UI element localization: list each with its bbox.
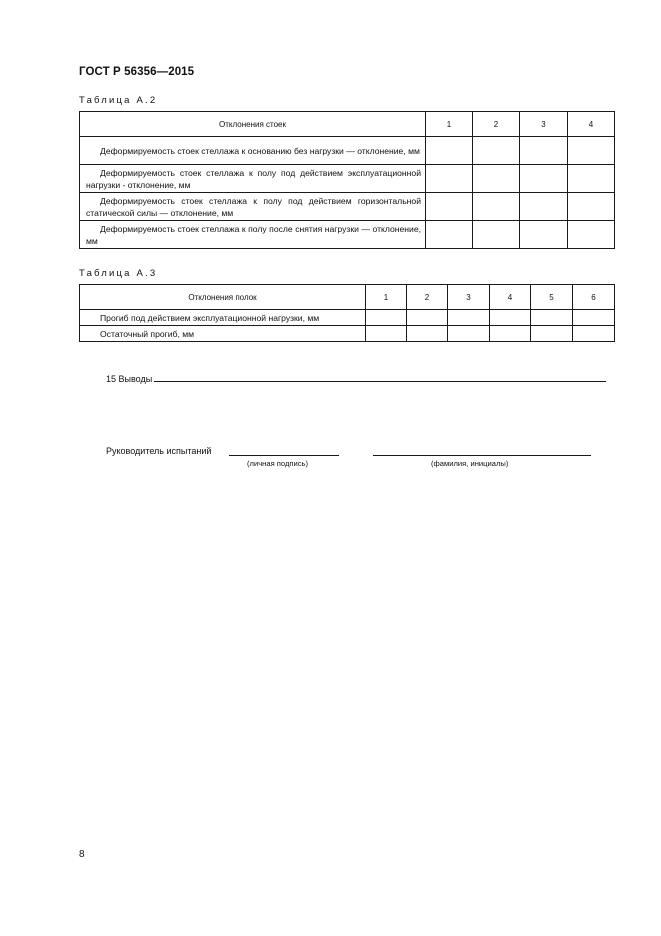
name-blank-line [373,454,591,456]
table-cell [520,165,568,193]
conclusions-section [106,372,606,384]
row-label: Деформируемость стоек стеллажа к полу под действием эксплуатационной нагрузки - отклонение, мм [80,165,426,193]
table-column-header: 2 [407,285,448,310]
table-column-header: 6 [573,285,615,310]
table-a3-caption: Таблица А.3 [79,268,158,279]
row-label: Деформируемость стоек стеллажа к полу после снятия нагрузки — отклонение, мм [80,221,426,249]
signature-blank-line [229,454,339,456]
table-cell [407,310,448,326]
table-cell [520,193,568,221]
table-column-header: 2 [473,112,520,137]
table-cell [473,165,520,193]
table-header-label: Отклонения стоек [80,112,426,137]
table-cell [573,310,615,326]
row-label: Деформируемость стоек стеллажа к полу под действием горизонтальной статической силы — отклонение, мм [80,193,426,221]
table-cell [473,193,520,221]
table-cell [448,326,490,342]
table-cell [520,137,568,165]
table-column-header: 1 [366,285,407,310]
table-header-row [80,285,615,310]
table-cell [531,326,573,342]
table-column-header: 4 [490,285,531,310]
table-a2-caption: Таблица А.2 [79,95,158,106]
table-column-header: 3 [520,112,568,137]
table-row [80,137,615,165]
table-cell [426,193,473,221]
table-a2 [79,111,615,249]
table-cell [426,137,473,165]
table-column-header: 1 [426,112,473,137]
name-hint: (фамилия, инициалы) [431,459,509,468]
table-row [80,193,615,221]
conclusions-blank-line [154,372,606,382]
table-header-row [80,112,615,137]
table-cell [568,221,615,249]
table-cell [520,221,568,249]
table-row [80,221,615,249]
table-row [80,310,615,326]
document-header: ГОСТ Р 56356—2015 [79,66,195,78]
table-column-header: 3 [448,285,490,310]
table-cell [426,221,473,249]
table-header-label: Отклонения полок [80,285,366,310]
table-cell [573,326,615,342]
table-row [80,165,615,193]
table-row [80,326,615,342]
table-a3 [79,284,615,342]
table-column-header: 5 [531,285,573,310]
signature-label: Руководитель испытаний [106,446,212,456]
table-cell [366,310,407,326]
signature-hint: (личная подпись) [247,459,309,468]
conclusions-label: 15 Выводы [106,374,153,384]
row-label: Остаточный прогиб, мм [80,326,366,342]
table-cell [473,137,520,165]
table-cell [490,326,531,342]
table-cell [568,137,615,165]
table-cell [407,326,448,342]
table-cell [490,310,531,326]
table-cell [366,326,407,342]
table-cell [568,165,615,193]
row-label: Деформируемость стоек стеллажа к основанию без нагрузки — отклонение, мм [80,137,426,165]
table-cell [531,310,573,326]
page-number: 8 [79,849,85,860]
row-label: Прогиб под действием эксплуатационной нагрузки, мм [80,310,366,326]
table-column-header: 4 [568,112,615,137]
table-cell [426,165,473,193]
table-cell [568,193,615,221]
table-cell [473,221,520,249]
table-cell [448,310,490,326]
